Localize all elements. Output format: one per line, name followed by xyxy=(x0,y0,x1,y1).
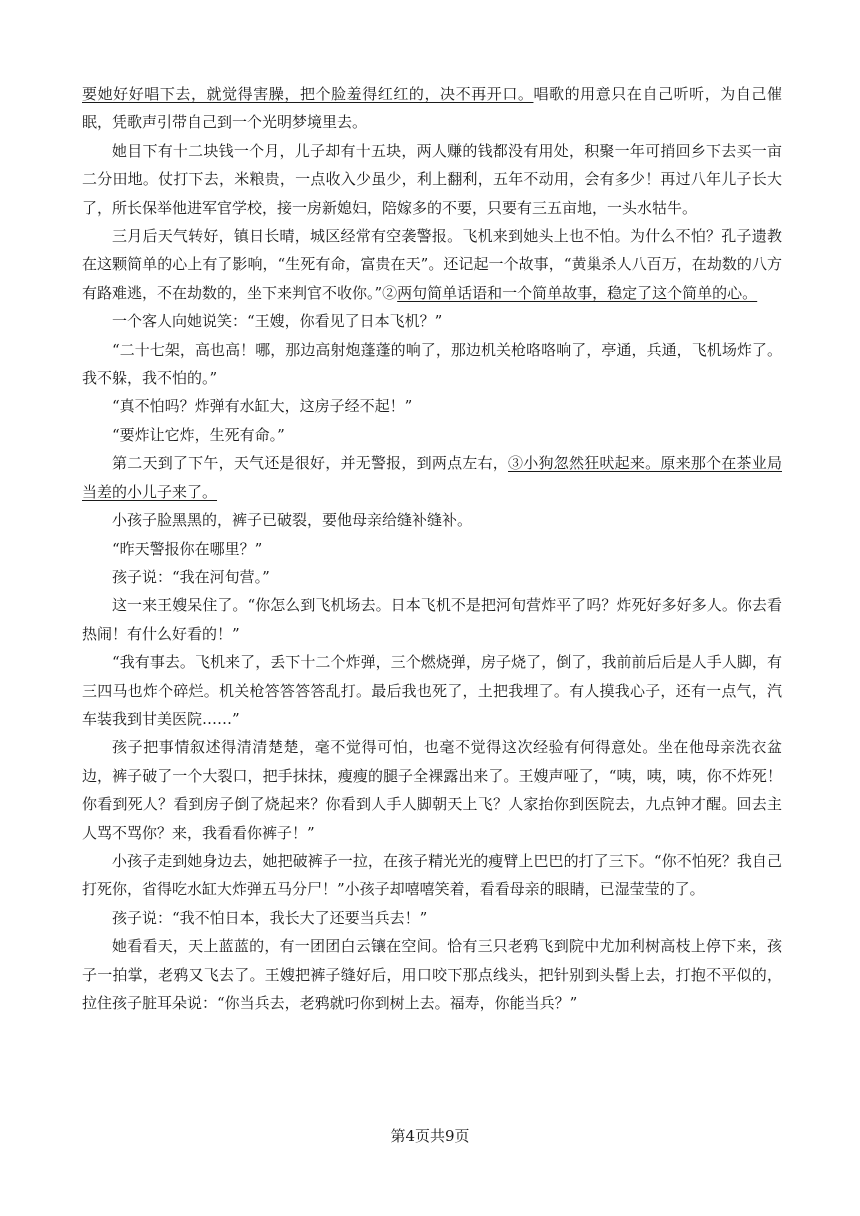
text-segment: 一个客人向她说笑：“王嫂，你看见了日本飞机？” xyxy=(112,312,443,331)
paragraph xyxy=(82,222,782,307)
paragraph xyxy=(82,563,782,591)
underlined-text: 要她好好唱下去，就觉得害臊，把个脸羞得红红的，决不再开口。 xyxy=(82,85,534,103)
text-segment: 这一来王嫂呆住了。“你怎么到飞机场去。日本飞机不是把河旬营炸平了吗？炸死好多好多人。你去看热闹！有什么好看的！” xyxy=(82,596,782,643)
paragraph xyxy=(82,648,782,733)
text-segment: 唱歌的用意只在自己听听，为自己催眠，凭歌声引带自己到一个光明梦境里去。 xyxy=(82,85,782,132)
text-segment: 她看看天，天上蓝蓝的，有一团团白云镶在空间。恰有三只老鸦飞到院中尤加利树高枝上停下来，孩子一拍掌，老鸦又飞去了。王嫂把裤子缝好后，用口咬下那点线头，把针别到头髻上去，打抱不平似的，拉住孩子脏耳朵说：“你当兵去，老鸦就叼你到树上去。福寿，你能当兵？” xyxy=(82,937,782,1012)
paragraph xyxy=(82,535,782,563)
text-segment: 孩子说：“我不怕日本，我长大了还要当兵去！” xyxy=(112,908,428,927)
paragraph xyxy=(82,847,782,904)
page-number: 第4页共9页 xyxy=(390,1127,470,1145)
paragraph xyxy=(82,506,782,534)
text-segment: 第二天到了下午，天气还是很好，并无警报，到两点左右， xyxy=(112,454,509,473)
text-segment: “二十七架，高也高！哪，那边高射炮蓬蓬的响了，那边机关枪咯咯响了，亭通，兵通，飞机场炸了。我不躲，我不怕的。” xyxy=(82,340,782,388)
text-segment: “我有事去。飞机来了，丢下十二个炸弹，三个燃烧弹，房子烧了，倒了，我前前后后是人手人脚，有三四马也炸个碎烂。机关枪答答答答乱打。最后我也死了，土把我埋了。有人摸我心子，还有一点气，汽车装我到甘美医院……” xyxy=(82,653,782,728)
text-segment: 三月后天气转好，镇日长晴，城区经常有空袭警报。飞机来到她头上也不怕。为什么不怕？孔子遗教在这颗简单的心上有了影响，“生死有命，富贵在天”。还记起一个故事，“黄巢杀人八百万，在劫数的八方有路难逃，不在劫数的，坐下来判官不收你。”② xyxy=(82,227,782,302)
text-segment: 小孩子走到她身边去，她把破裤子一拉，在孩子精光光的瘦臂上巴巴的打了三下。“你不怕死？我自己打死你，省得吃水缸大炸弹五马分尸！”小孩子却嘻嘻笑着，看看母亲的眼睛，已湿莹莹的了。 xyxy=(82,851,782,899)
underlined-text: ③小狗忽然狂吠起来。原来那个在茶业局当差的小儿子来了。 xyxy=(82,454,782,501)
underlined-text: 两句简单话语和一个简单故事，稳定了这个简单的心。 xyxy=(397,283,758,302)
paragraph xyxy=(82,733,782,847)
paragraph xyxy=(82,137,782,222)
text-segment: 孩子说：“我在河旬营。” xyxy=(112,567,270,586)
text-segment: “昨天警报你在哪里？” xyxy=(112,539,263,558)
paragraph xyxy=(82,591,782,648)
paragraph xyxy=(82,421,782,449)
paragraph xyxy=(82,449,782,506)
paragraph xyxy=(82,336,782,393)
paragraph xyxy=(82,307,782,335)
paragraph xyxy=(82,392,782,420)
paragraph xyxy=(82,904,782,932)
text-segment: 孩子把事情叙述得清清楚楚，毫不觉得可怕，也毫不觉得这次经验有何得意处。坐在他母亲洗衣盆边，裤子破了一个大裂口，把手抹抹，瘦瘦的腿子全裸露出来了。王嫂声哑了，“咦，咦，咦，你不炸死！你看到死人？看到房子倒了烧起来？你看到人手人脚朝天上飞？人家抬你到医院去，九点钟才醒。回去主人骂不骂你？来，我看看你裤子！” xyxy=(82,738,782,842)
text-segment: “要炸让它炸，生死有命。” xyxy=(112,425,285,444)
text-segment: 她目下有十二块钱一个月，儿子却有十五块，两人赚的钱都没有用处，积聚一年可捎回乡下去买一亩二分田地。仗打下去，米粮贵，一点收入少虽少，利上翻利，五年不动用，会有多少！再过八年儿子长大了，所长保举他进军官学校，接一房新媳妇，陪嫁多的不要，只要有三五亩地，一头水牯牛。 xyxy=(82,141,782,217)
paragraph xyxy=(82,80,782,137)
text-segment: 小孩子脸黑黑的，裤子已破裂，要他母亲给缝补缝补。 xyxy=(112,511,473,530)
paragraph xyxy=(82,932,782,1017)
document-body xyxy=(82,80,782,1017)
text-segment: “真不怕吗？炸弹有水缸大，这房子经不起！” xyxy=(112,397,413,416)
